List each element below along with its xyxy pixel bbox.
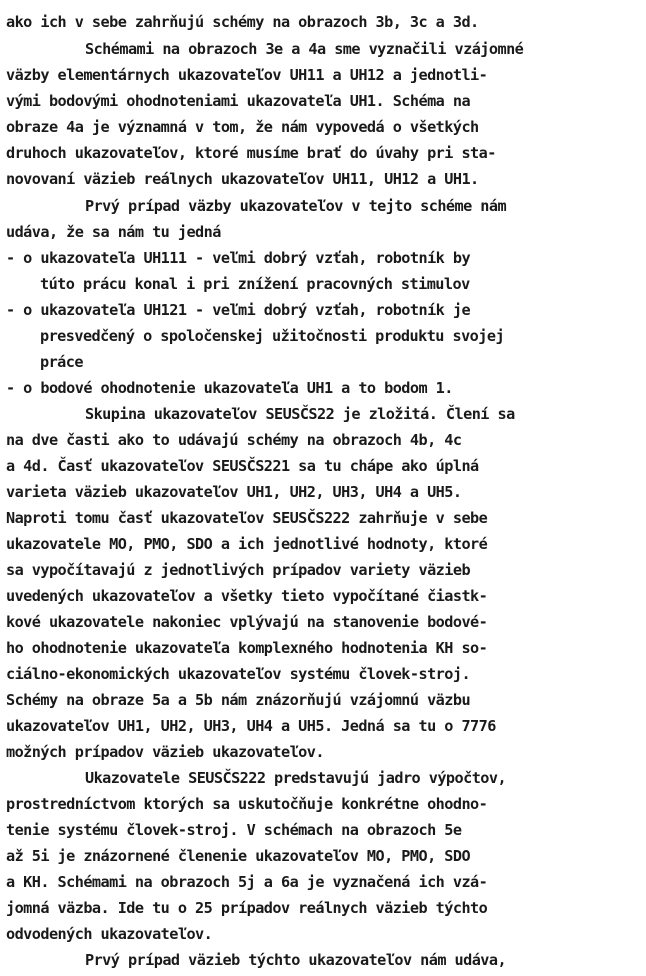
text-line: ukazovatele MO, PMO, SDO a ich jednotlivé hodnoty, ktoré bbox=[6, 535, 488, 553]
text-line: práce bbox=[40, 353, 83, 371]
list-item: - o ukazovateľa UH121 - veľmi dobrý vzťah, robotník je bbox=[6, 301, 471, 319]
text-line: jomná väzba. Ide tu o 25 prípadov reálnych väzieb týchto bbox=[6, 899, 488, 917]
text-line: tenie systému človek-stroj. V schémach na obrazoch 5e bbox=[6, 821, 462, 839]
text-line: odvodených ukazovateľov. bbox=[6, 925, 213, 943]
text-line: Skupina ukazovateľov SEUSČS22 je zložitá. Člení sa bbox=[85, 405, 515, 423]
text-line: obraze 4a je významná v tom, že nám vypovedá o všetkých bbox=[6, 118, 479, 136]
text-line: kové ukazovatele nakoniec vplývajú na stanovenie bodové- bbox=[6, 613, 488, 631]
text-line: Prvý prípad väzieb týchto ukazovateľov nám udáva, bbox=[85, 951, 507, 969]
text-line: Schémy na obraze 5a a 5b nám znázorňujú vzájomnú väzbu bbox=[6, 691, 471, 709]
text-line: vými bodovými ohodnoteniami ukazovateľa UH1. Schéma na bbox=[6, 92, 471, 110]
text-line: možných prípadov väzieb ukazovateľov. bbox=[6, 743, 324, 761]
text-line: a 4d. Časť ukazovateľov SEUSČS221 sa tu chápe ako úplná bbox=[6, 457, 479, 475]
text-line: až 5i je znázornené členenie ukazovateľov MO, PMO, SDO bbox=[6, 847, 471, 865]
text-line: a KH. Schémami na obrazoch 5j a 6a je vyznačená ich vzá- bbox=[6, 873, 488, 891]
text-line: prostredníctvom ktorých sa uskutočňuje konkrétne ohodno- bbox=[6, 795, 488, 813]
text-line: ho ohodnotenie ukazovateľa komplexného hodnotenia KH so- bbox=[6, 639, 488, 657]
text-line: druhoch ukazovateľov, ktoré musíme brať do úvahy pri sta- bbox=[6, 144, 496, 162]
list-item: - o bodové ohodnotenie ukazovateľa UH1 a to bodom 1. bbox=[6, 379, 453, 397]
text-line: Ukazovatele SEUSČS222 predstavujú jadro výpočtov, bbox=[85, 769, 507, 787]
text-line: ciálno-ekonomických ukazovateľov systému človek-stroj. bbox=[6, 665, 471, 683]
text-line: ako ich v sebe zahrňujú schémy na obrazoch 3b, 3c a 3d. bbox=[6, 13, 479, 31]
text-line: Naproti tomu časť ukazovateľov SEUSČS222 zahrňuje v sebe bbox=[6, 509, 488, 527]
text-line: Prvý prípad väzby ukazovateľov v tejto schéme nám bbox=[85, 197, 507, 215]
text-line: sa vypočítavajú z jednotlivých prípadov variety väzieb bbox=[6, 561, 471, 579]
text-line: udáva, že sa nám tu jedná bbox=[6, 223, 221, 241]
text-line: varieta väzieb ukazovateľov UH1, UH2, UH3, UH4 a UH5. bbox=[6, 483, 462, 501]
text-line: túto prácu konal i pri znížení pracovných stimulov bbox=[40, 275, 470, 293]
list-item: - o ukazovateľa UH111 - veľmi dobrý vzťah, robotník by bbox=[6, 249, 471, 267]
text-line: Schémami na obrazoch 3e a 4a sme vyznačili vzájomné bbox=[85, 40, 524, 58]
text-line: novovaní väzieb reálnych ukazovateľov UH11, UH12 a UH1. bbox=[6, 170, 479, 188]
text-line: ukazovateľov UH1, UH2, UH3, UH4 a UH5. Jedná sa tu o 7776 bbox=[6, 717, 496, 735]
text-line: na dve časti ako to udávajú schémy na obrazoch 4b, 4c bbox=[6, 431, 462, 449]
text-line: presvedčený o spoločenskej užitočnosti produktu svojej bbox=[40, 327, 505, 345]
text-line: väzby elementárnych ukazovateľov UH11 a UH12 a jednotli- bbox=[6, 66, 488, 84]
text-line: uvedených ukazovateľov a všetky tieto vypočítané čiastk- bbox=[6, 587, 488, 605]
